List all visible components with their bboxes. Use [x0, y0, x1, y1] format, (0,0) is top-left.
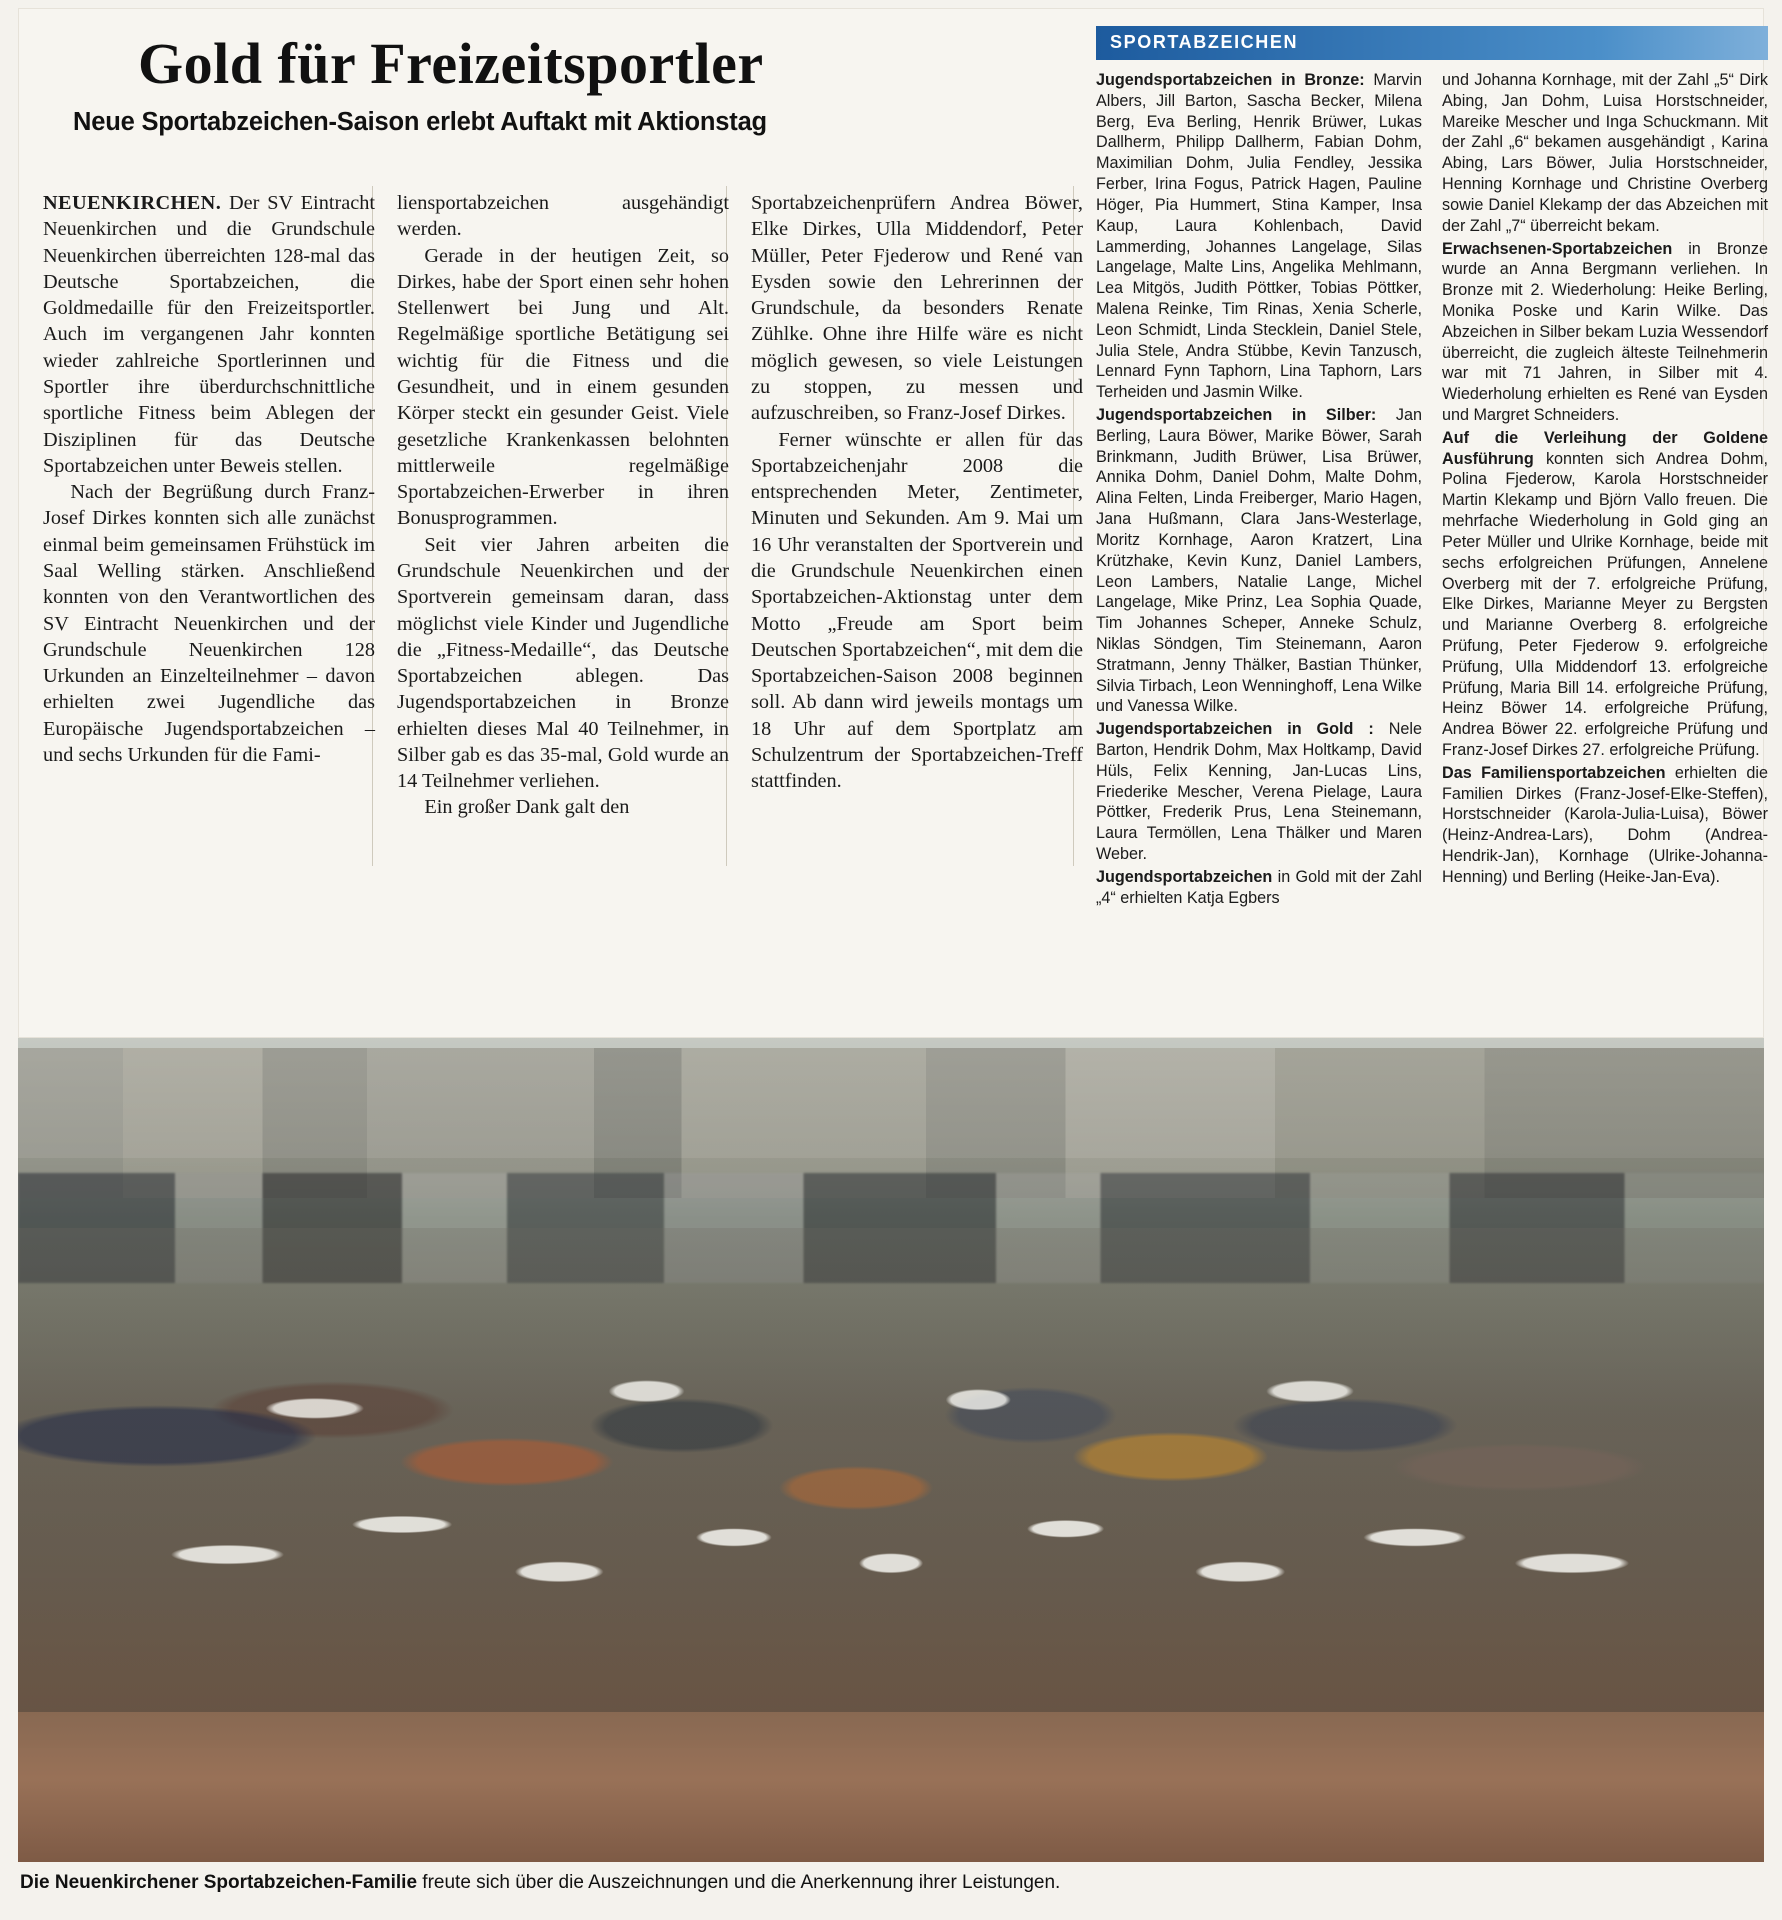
photo-canvas	[18, 1038, 1764, 1862]
article-column-3	[751, 190, 1083, 821]
sidebar-entry-heading: Jugendsportabzeichen in Bronze:	[1096, 71, 1365, 89]
sidebar-entry	[1096, 867, 1422, 909]
group-photo	[18, 1038, 1764, 1862]
paragraph: Sportabzeichenprüfern Andrea Böwer, Elke Dirkes, Ulla Middendorf, Peter Müller, Peter Fjederow und René van Eysden sowie den Lehrerinnen der Grundschule, da besonders Renate Zühlke. Ohne ihre Hilfe wäre es nicht möglich gewesen, so viele Leistungen zu stoppen, zu messen und aufzuschreiben, so Franz-Josef Dirkes.	[751, 192, 1083, 425]
paragraph: Ein großer Dank galt den	[424, 796, 630, 819]
paragraph: Gerade in der heutigen Zeit, so Dirkes, habe der Sport einen sehr hohen Stellenwert bei Jung und Alt. Regelmäßige sportliche Betätigung sei wichtig für die Fitness und die Gesundheit, und in einem gesunden Körper steckt ein gesunder Geist. Viele gesetzliche Krankenkassen belohnten mittlerweile regelmäßige Sportabzeichen-Erwerber in ihren Bonusprogrammen.	[397, 244, 729, 530]
photo-certificates	[18, 1288, 1764, 1718]
sidebar-entry-heading: Erwachsenen-Sportabzeichen	[1442, 239, 1673, 258]
sidebar-entry-text: konnten sich Andrea Dohm, Polina Fjederow, Karola Horstschneider Martin Klekamp und Björn Vallo freuen. Die mehrfache Wiederholung in Gold ging an Peter Müller und Ulrike Kornhage, beide mit sechs erfolgreichen Prüfungen, Annelene Overberg mit der 7. erfolgreiche Prüfung, Elke Dirkes, Marianne Meyer zu Bergsten und Marianne Overberg 8. erfolgreiche Prüfung, Peter Fjederow 9. erfolgreiche Prüfung, Ulla Middendorf 13. erfolgreiche Prüfung, Maria Bill 14. erfolgreiche Prüfung, Heinz Böwer 14. erfolgreiche Prüfung, Andrea Böwer 22. erfolgreiche Prüfung und Franz-Josef Dirkes 27. erfolgreiche Prüfung.	[1442, 449, 1768, 759]
sidebar-sportabzeichen	[1096, 18, 1768, 1040]
article-columns	[43, 190, 1083, 821]
sidebar-entry	[1442, 70, 1768, 237]
photo-pavement	[18, 1712, 1764, 1862]
sidebar-entry	[1442, 763, 1768, 888]
sidebar-columns	[1096, 70, 1768, 911]
paragraph: liensportabzeichen ausgehändigt werden.	[397, 192, 729, 241]
paragraph	[43, 190, 375, 479]
sidebar-entry	[1442, 239, 1768, 426]
article-column-2	[397, 190, 729, 821]
paragraph: Nach der Begrüßung durch Franz-Josef Dirkes konnten sich alle zunächst einmal beim gemeinsamen Frühstück im Saal Welling stärken. Anschließend konnten von den Verantwortlichen des SV Eintracht Neuenkirchen und der Grundschule Neuenkirchen 128 Urkunden an Einzelteilnehmer – davon erhielten zwei Jugendliche das Europäische Jugendsportabzeichen – und sechs Urkunden für die Fami-	[43, 481, 375, 766]
paragraph: Seit vier Jahren arbeiten die Grundschule Neuenkirchen und der Sportverein gemeinsam daran, dass möglichst viele Kinder und Jugendliche die „Fitness-Medaille“, das Deutsche Sportabzeichen ablegen. Das Jugendsportabzeichen in Bronze erhielten dieses Mal 40 Teilnehmer, in Silber gab es das 35-mal, Gold wurde an 14 Teilnehmer verliehen.	[397, 533, 729, 793]
paragraph-text: Der SV Eintracht Neuenkirchen und die Grundschule Neuenkirchen überreichten 128-mal das Deutsche Sportabzeichen, die Goldmedaille für den Freizeitsportler. Auch im vergangenen Jahr konnten wieder zahlreiche Sportlerinnen und Sportler ihre überdurchschnittliche sportliche Fitness beim Ablegen der Disziplinen für das Deutsche Sportabzeichen unter Beweis stellen.	[43, 192, 375, 477]
sidebar-entry	[1096, 70, 1422, 403]
sidebar-title: SPORTABZEICHEN	[1110, 32, 1299, 52]
sidebar-entry-text: in Bronze wurde an Anna Bergmann verliehen. In Bronze mit 2. Wiederholung: Heike Berling, Monika Poske und Karin Wilke. Das Abzeichen in Silber bekam Luzia Wessendorf überreicht, die zugleich älteste Teilnehmerin war mit 71 Jahren, in Silber mit 4. Wiederholung erhielten es René van Eysden und Margret Schneiders.	[1442, 239, 1768, 424]
sidebar-entry-heading: Das Familiensportabzeichen	[1442, 763, 1666, 782]
sidebar-entry-text: Nele Barton, Hendrik Dohm, Max Holtkamp, David Hüls, Felix Kenning, Jan-Lucas Lins, Friederike Mescher, Verena Pielage, Laura Pöttker, Frederik Prus, Lena Steinemann, Laura Termöllen, Lena Thälker und Maren Weber.	[1096, 720, 1422, 864]
sidebar-entry-text: Marvin Albers, Jill Barton, Sascha Becker, Milena Berg, Eva Berling, Henrik Brüwer, Lukas Dallherm, Philipp Dallherm, Fabian Dohm, Maximilian Dohm, Julia Fendley, Jessika Ferber, Irina Fogus, Patrick Hagen, Pauline Höger, Pia Hummert, Stina Kamper, Insa Kaup, Laura Kohlenbach, David Lammerding, Johannes Langelage, Silas Langelage, Malte Lins, Angelika Mehlmann, Lea Mitgös, Judith Pöttker, Tobias Pöttker, Malena Reinke, Tim Rinas, Xenia Scherle, Leon Schmidt, Linda Stecklein, Daniel Stele, Julia Stele, Andra Stübbe, Kevin Tanzusch, Lennard Fynn Taphorn, Lina Taphorn, Lars Terheiden und Jasmin Wilke.	[1096, 71, 1422, 402]
article-column-1	[43, 190, 375, 821]
sidebar-entry-heading: Auf die Verleihung der Goldene Ausführung	[1442, 428, 1768, 468]
sidebar-entry	[1096, 719, 1422, 865]
sidebar-entry-text: und Johanna Kornhage, mit der Zahl „5“ Dirk Abing, Jan Dohm, Luisa Horstschneider, Mareike Mescher und Inga Schuckmann. Mit der Zahl „6“ bekamen ausgehändigt , Karina Abing, Lars Böwer, Julia Horstschneider, Henning Kornhage und Christine Overberg sowie Daniel Klekamp der das Abzeichen mit der Zahl „7“ überreicht bekam.	[1442, 71, 1768, 235]
caption-lead: Die Neuenkirchener Sportabzeichen-Familie	[20, 1872, 418, 1893]
sidebar-entry	[1442, 428, 1768, 761]
sidebar-entry-text: in Gold mit der Zahl „4“ erhielten Katja Egbers	[1096, 867, 1423, 907]
paragraph: Ferner wünschte er allen für das Sportabzeichenjahr 2008 die entsprechenden Meter, Zentimeter, Minuten und Sekunden. Am 9. Mai um 16 Uhr veranstalten der Sportverein und die Grundschule Neuenkirchen einen Sportabzeichen-Aktionstag unter dem Motto „Freude am Sport beim Deutschen Sportabzeichen“, mit dem die Sportabzeichen-Saison 2008 beginnen soll. Ab dann wird jeweils montags um 18 Uhr auf dem Sportplatz am Schulzentrum der Sportabzeichen-Treff stattfinden.	[751, 428, 1083, 793]
sidebar-entry-text: Jan Berling, Laura Böwer, Marike Böwer, Sarah Brinkmann, Judith Brüwer, Lisa Brüwer, Annika Dohm, Daniel Dohm, Malte Dohm, Alina Felten, Linda Freiberger, Mario Hagen, Jana Hußmann, Clara Jans-Westerlage, Moritz Kornhage, Aaron Kratzert, Lina Krützhake, Kevin Kunz, Daniel Lambers, Leon Lambers, Natalie Lange, Michel Langelage, Mike Prinz, Lea Sophia Quade, Tim Johannes Scheper, Anneke Schulz, Niklas Söndgen, Tim Steinemann, Aaron Stratmann, Jenny Thälker, Bastian Thünker, Silvia Tirbach, Leon Wenninghoff, Lena Wilke und Vanessa Wilke.	[1096, 406, 1423, 716]
sidebar-column-right	[1442, 70, 1768, 911]
sidebar-entry-text: erhielten die Familien Dirkes (Franz-Josef-Elke-Steffen), Horstschneider (Karola-Julia-Luisa), Böwer (Heinz-Andrea-Lars), Dohm (Andrea-Hendrik-Jan), Kornhage (Ulrike-Johanna-Henning) und Berling (Heike-Jan-Eva).	[1442, 763, 1768, 886]
photo-caption	[20, 1872, 1760, 1894]
caption-text: freute sich über die Auszeichnungen und die Anerkennung ihrer Leistungen.	[417, 1872, 1061, 1893]
sidebar-entry-heading: Jugendsportabzeichen in Silber:	[1096, 406, 1377, 424]
subheadline: Neue Sportabzeichen-Saison erlebt Auftakt mit Aktionstag	[73, 108, 767, 136]
sidebar-column-left	[1096, 70, 1422, 911]
page-title: Gold für Freizeitsportler	[138, 31, 764, 96]
dateline-kicker: NEUENKIRCHEN.	[43, 192, 222, 214]
sidebar-header	[1096, 26, 1768, 60]
sidebar-entry-heading: Jugendsportabzeichen	[1096, 867, 1273, 886]
sidebar-entry	[1096, 405, 1422, 717]
sidebar-entry-heading: Jugendsportabzeichen in Gold :	[1096, 720, 1374, 739]
article-block	[18, 8, 1768, 1038]
